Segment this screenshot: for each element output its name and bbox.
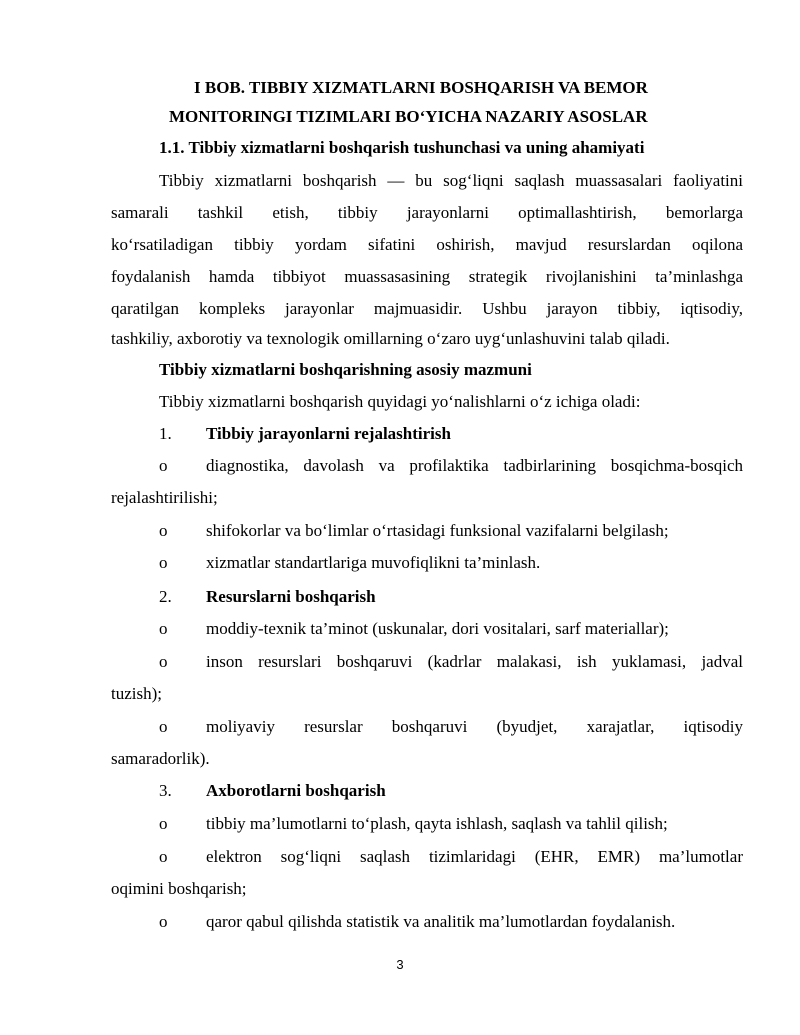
list-item-title: Tibbiy jarayonlarni rejalashtirish [206, 424, 451, 443]
lead-text: Tibbiy xizmatlarni boshqarish quyidagi yo‘nalishlarni o‘z ichiga oladi: [159, 392, 641, 411]
intro-line: qaratilgan kompleks jarayonlar majmuasidir. Ushbu jarayon tibbiy, iqtisodiy, [111, 299, 743, 318]
list-number: 2. [159, 587, 172, 606]
bullet-marker: o [159, 717, 168, 736]
bullet-text: shifokorlar va bo‘limlar o‘rtasidagi funksional vazifalarni belgilash; [206, 521, 669, 540]
bullet-marker: o [159, 619, 168, 638]
bullet-text: tibbiy ma’lumotlarni to‘plash, qayta ishlash, saqlash va tahlil qilish; [206, 814, 668, 833]
bullet-text: inson resurslari boshqaruvi (kadrlar malakasi, ish yuklamasi, jadval [206, 652, 743, 671]
bullet-marker: o [159, 912, 168, 931]
bullet-text-continuation: rejalashtirilishi; [111, 488, 218, 507]
bullet-text: moliyaviy resurslar boshqaruvi (byudjet, xarajatlar, iqtisodiy [206, 717, 743, 736]
intro-line: tashkiliy, axborotiy va texnologik omillarning o‘zaro uyg‘unlashuvini talab qiladi. [111, 329, 670, 348]
bullet-text-continuation: oqimini boshqarish; [111, 879, 247, 898]
list-item-title: Axborotlarni boshqarish [206, 781, 386, 800]
list-number: 3. [159, 781, 172, 800]
intro-line: Tibbiy xizmatlarni boshqarish — bu sog‘liqni saqlash muassasalari faoliyatini [159, 171, 743, 190]
bullet-text: moddiy-texnik ta’minot (uskunalar, dori vositalari, sarf materiallar); [206, 619, 669, 638]
bullet-marker: o [159, 814, 168, 833]
intro-line: foydalanish hamda tibbiyot muassasasining strategik rivojlanishini ta’minlashga [111, 267, 743, 286]
page-number: 3 [396, 957, 404, 972]
bullet-marker: o [159, 553, 168, 572]
bullet-marker: o [159, 521, 168, 540]
subheading: Tibbiy xizmatlarni boshqarishning asosiy mazmuni [159, 360, 532, 379]
bullet-marker: o [159, 847, 168, 866]
bullet-text: xizmatlar standartlariga muvofiqlikni ta’minlash. [206, 553, 541, 572]
intro-line: samarali tashkil etish, tibbiy jarayonlarni optimallashtirish, bemorlarga [111, 203, 743, 222]
intro-line: ko‘rsatiladigan tibbiy yordam sifatini oshirish, mavjud resurslardan oqilona [111, 235, 743, 254]
bullet-marker: o [159, 652, 168, 671]
list-number: 1. [159, 424, 172, 443]
chapter-title-line-1: I BOB. TIBBIY XIZMATLARNI BOSHQARISH VA BEMOR [194, 78, 648, 97]
bullet-text: qaror qabul qilishda statistik va analitik ma’lumotlardan foydalanish. [206, 912, 676, 931]
section-title: 1.1. Tibbiy xizmatlarni boshqarish tushunchasi va uning ahamiyati [159, 138, 645, 157]
bullet-marker: o [159, 456, 168, 475]
bullet-text-continuation: samaradorlik). [111, 749, 210, 768]
bullet-text-continuation: tuzish); [111, 684, 162, 703]
list-item-title: Resurslarni boshqarish [206, 587, 376, 606]
bullet-text: diagnostika, davolash va profilaktika tadbirlarining bosqichma-bosqich [206, 456, 743, 475]
bullet-text: elektron sog‘liqni saqlash tizimlaridagi (EHR, EMR) ma’lumotlar [206, 847, 743, 866]
chapter-title-line-2: MONITORINGI TIZIMLARI BO‘YICHA NAZARIY ASOSLAR [169, 107, 648, 126]
